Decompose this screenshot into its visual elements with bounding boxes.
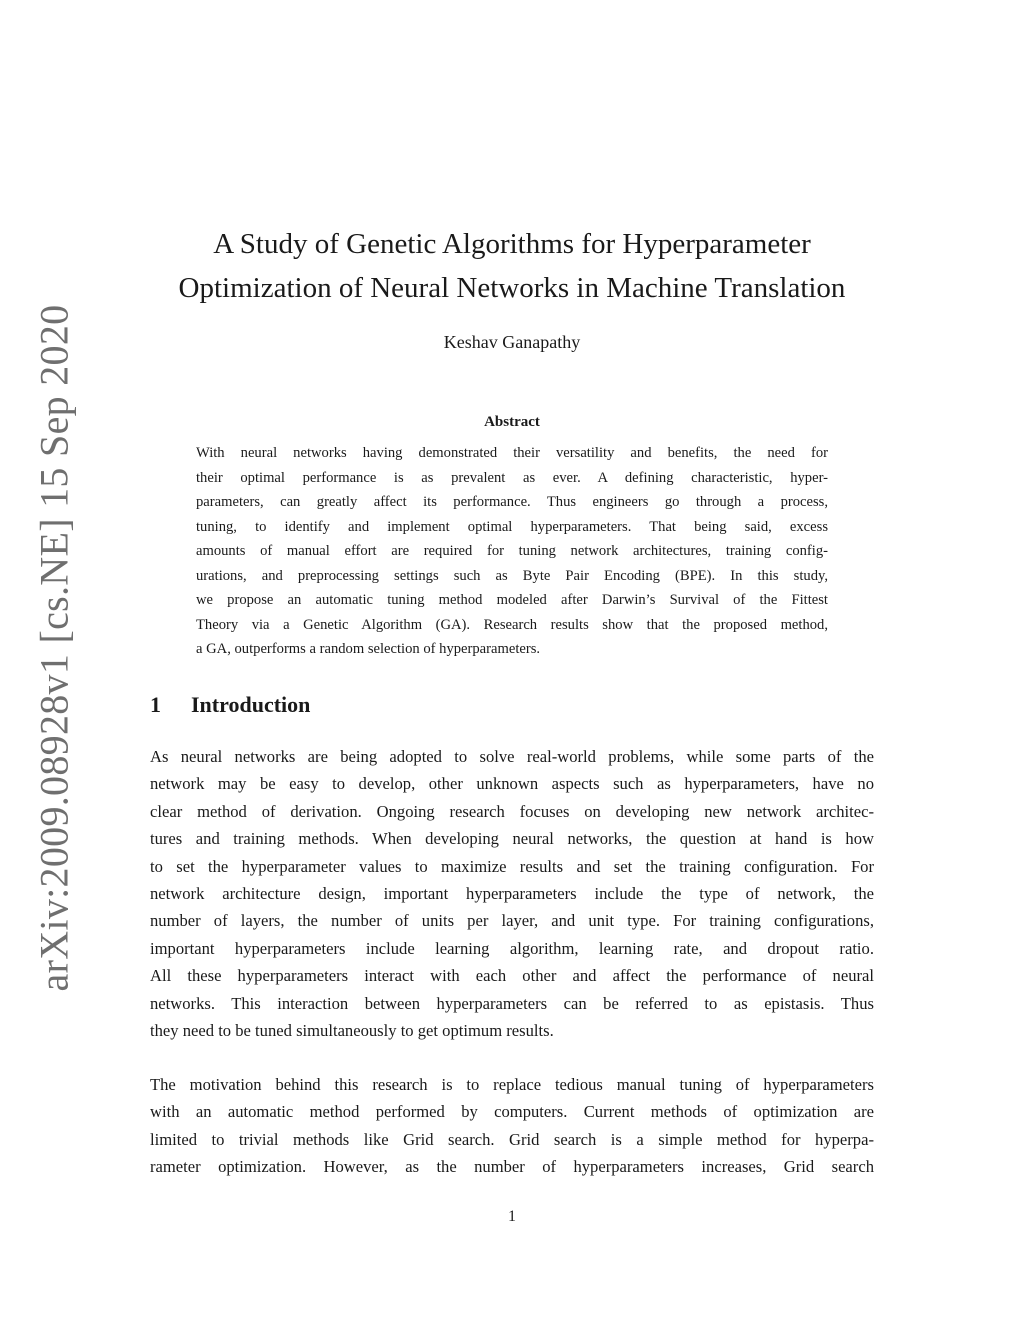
- section-heading-introduction: [150, 692, 310, 718]
- abstract-line: their optimal performance is as prevalent as ever. A defining characteristic, hyper-: [196, 469, 828, 486]
- abstract-line: parameters, can greatly affect its performance. Thus engineers go through a process,: [196, 494, 828, 510]
- section-number: 1: [150, 692, 161, 717]
- paragraph-line: rameter optimization. However, as the number of hyperparameters increases, Grid search: [150, 1157, 874, 1177]
- paragraph-line: The motivation behind this research is to replace tedious manual tuning of hyperparameters: [150, 1075, 874, 1094]
- intro-paragraph-2: [150, 1071, 874, 1181]
- paragraph-line: As neural networks are being adopted to solve real-world problems, while some parts of the: [150, 747, 874, 766]
- abstract-heading: Abstract: [484, 414, 540, 430]
- paragraph-line: networks. This interaction between hyperparameters can be referred to as epistasis. Thus: [150, 993, 874, 1013]
- abstract-line: a GA, outperforms a random selection of hyperparameters.: [196, 641, 541, 657]
- paragraph-line: important hyperparameters include learning algorithm, learning rate, and dropout ratio.: [150, 938, 874, 958]
- paragraph-line: clear method of derivation. Ongoing research focuses on developing new network architec-: [150, 801, 874, 821]
- paper-title: [150, 222, 874, 310]
- abstract-line: Theory via a Genetic Algorithm (GA). Research results show that the proposed method,: [196, 616, 828, 633]
- abstract-line: we propose an automatic tuning method modeled after Darwin’s Survival of the Fittest: [196, 592, 828, 608]
- paragraph-line: to set the hyperparameter values to maximize results and set the training configuration. For: [150, 856, 874, 876]
- paragraph-line: they need to be tuned simultaneously to get optimum results.: [150, 1021, 554, 1041]
- section-title: Introduction: [191, 692, 311, 717]
- paragraph-line: network architecture design, important hyperparameters include the type of network, the: [150, 884, 874, 904]
- abstract-line: With neural networks having demonstrated their versatility and benefits, the need for: [196, 445, 828, 461]
- paragraph-line: number of layers, the number of units per layer, and unit type. For training configurations,: [150, 911, 874, 931]
- abstract-line: urations, and preprocessing settings such as Byte Pair Encoding (BPE). In this study,: [196, 567, 828, 584]
- paragraph-line: limited to trivial methods like Grid search. Grid search is a simple method for hyperpa-: [150, 1129, 874, 1149]
- arxiv-identifier-stamp: arXiv:2009.08928v1 [cs.NE] 15 Sep 2020: [31, 304, 77, 992]
- intro-paragraph-1: [150, 743, 874, 1044]
- paragraph-line: with an automatic method performed by computers. Current methods of optimization are: [150, 1102, 874, 1122]
- page-number: 1: [508, 1208, 516, 1225]
- abstract-line: amounts of manual effort are required for tuning network architectures, training config-: [196, 543, 828, 559]
- paragraph-line: All these hyperparameters interact with each other and affect the performance of neural: [150, 966, 874, 986]
- abstract-body: [196, 441, 828, 662]
- title-line-2: Optimization of Neural Networks in Machine Translation: [178, 272, 846, 304]
- paragraph-line: network may be easy to develop, other unknown aspects such as hyperparameters, have no: [150, 774, 874, 794]
- title-line-1: A Study of Genetic Algorithms for Hyperparameter: [213, 228, 811, 260]
- abstract-line: tuning, to identify and implement optimal hyperparameters. That being said, excess: [196, 518, 828, 535]
- paragraph-line: tures and training methods. When developing neural networks, the question at hand is how: [150, 829, 874, 849]
- author-name: Keshav Ganapathy: [443, 332, 581, 352]
